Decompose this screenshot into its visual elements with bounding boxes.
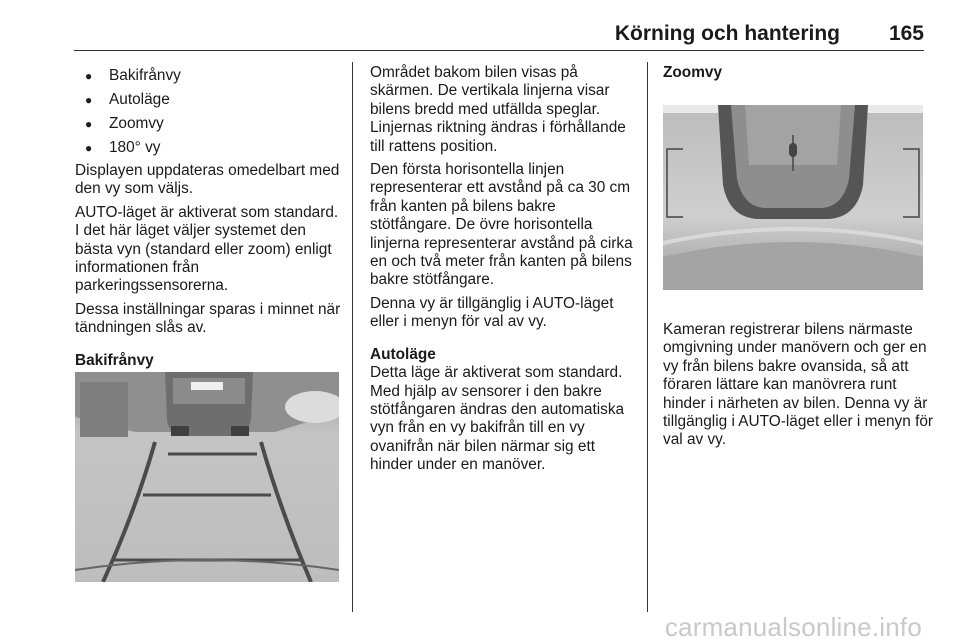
column-divider-left (352, 62, 353, 612)
paragraph: Området bakom bilen visas på skärmen. De vertikala linjerna visar bilens bredd med utfällda speglar. Linjernas riktning ändras i förhållande till rattens position. (370, 64, 626, 155)
zoom-view-camera-image (663, 105, 923, 290)
paragraph: Kameran registrerar bilens närmaste omgivning under manövern och ger en vy från bilens bakre ovansida, så att föraren lättare kan manövrera runt hinder i närheten av bilen. Denna vy är tillgänglig i AUTO-läget eller i menyn för val av vy. (663, 321, 934, 449)
column-right (663, 64, 933, 82)
paragraph: Displayen uppdateras omedelbart med den vy som väljs. (75, 162, 340, 198)
view-options-list (75, 64, 345, 160)
subheading-rear-view: Bakifrånvy (75, 351, 154, 369)
zoom-view-description (663, 321, 935, 455)
page-number: 165 (888, 22, 924, 45)
list-item: ● Autoläge (75, 88, 345, 112)
column-divider-right (647, 62, 648, 612)
header-divider (74, 50, 924, 51)
paragraph: Den första horisontella linjen representerar ett avstånd på ca 30 cm från kanten på bilens bakre stötfångare. De övre horisontella linjerna representerar avstånd på cirka en och två meter från kanten på bilens bakre stötfångare. (370, 161, 633, 289)
list-item: ● 180° vy (75, 136, 345, 160)
list-item: ● Zoomvy (75, 112, 345, 136)
subheading-zoom-view: Zoomvy (663, 64, 723, 81)
paragraph: Detta läge är aktiverat som standard. Med hjälp av sensorer i den bakre stötfångaren ändras den automatiska vyn från en vy bakifrån till en vy ovanifrån när bilen närmar sig ett hinder under en manöver. (370, 364, 625, 474)
paragraph: Denna vy är tillgänglig i AUTO-läget eller i menyn för val av vy. (370, 294, 614, 331)
subheading-auto-mode: Autoläge (370, 345, 436, 363)
rear-view-camera-image (75, 372, 339, 582)
list-item: ● Bakifrånvy (75, 64, 345, 88)
section-title: Körning och hantering (614, 22, 840, 45)
column-middle (370, 64, 638, 480)
paragraph: AUTO-läget är aktiverat som standard. I det här läget väljer systemet den bästa vyn (standard eller zoom) enligt informationen från parkeringssensorerna. (75, 203, 339, 295)
paragraph: Dessa inställningar sparas i minnet när tändningen slås av. (75, 300, 341, 337)
watermark: carmanualsonline.info (664, 612, 922, 642)
column-left (75, 64, 345, 370)
